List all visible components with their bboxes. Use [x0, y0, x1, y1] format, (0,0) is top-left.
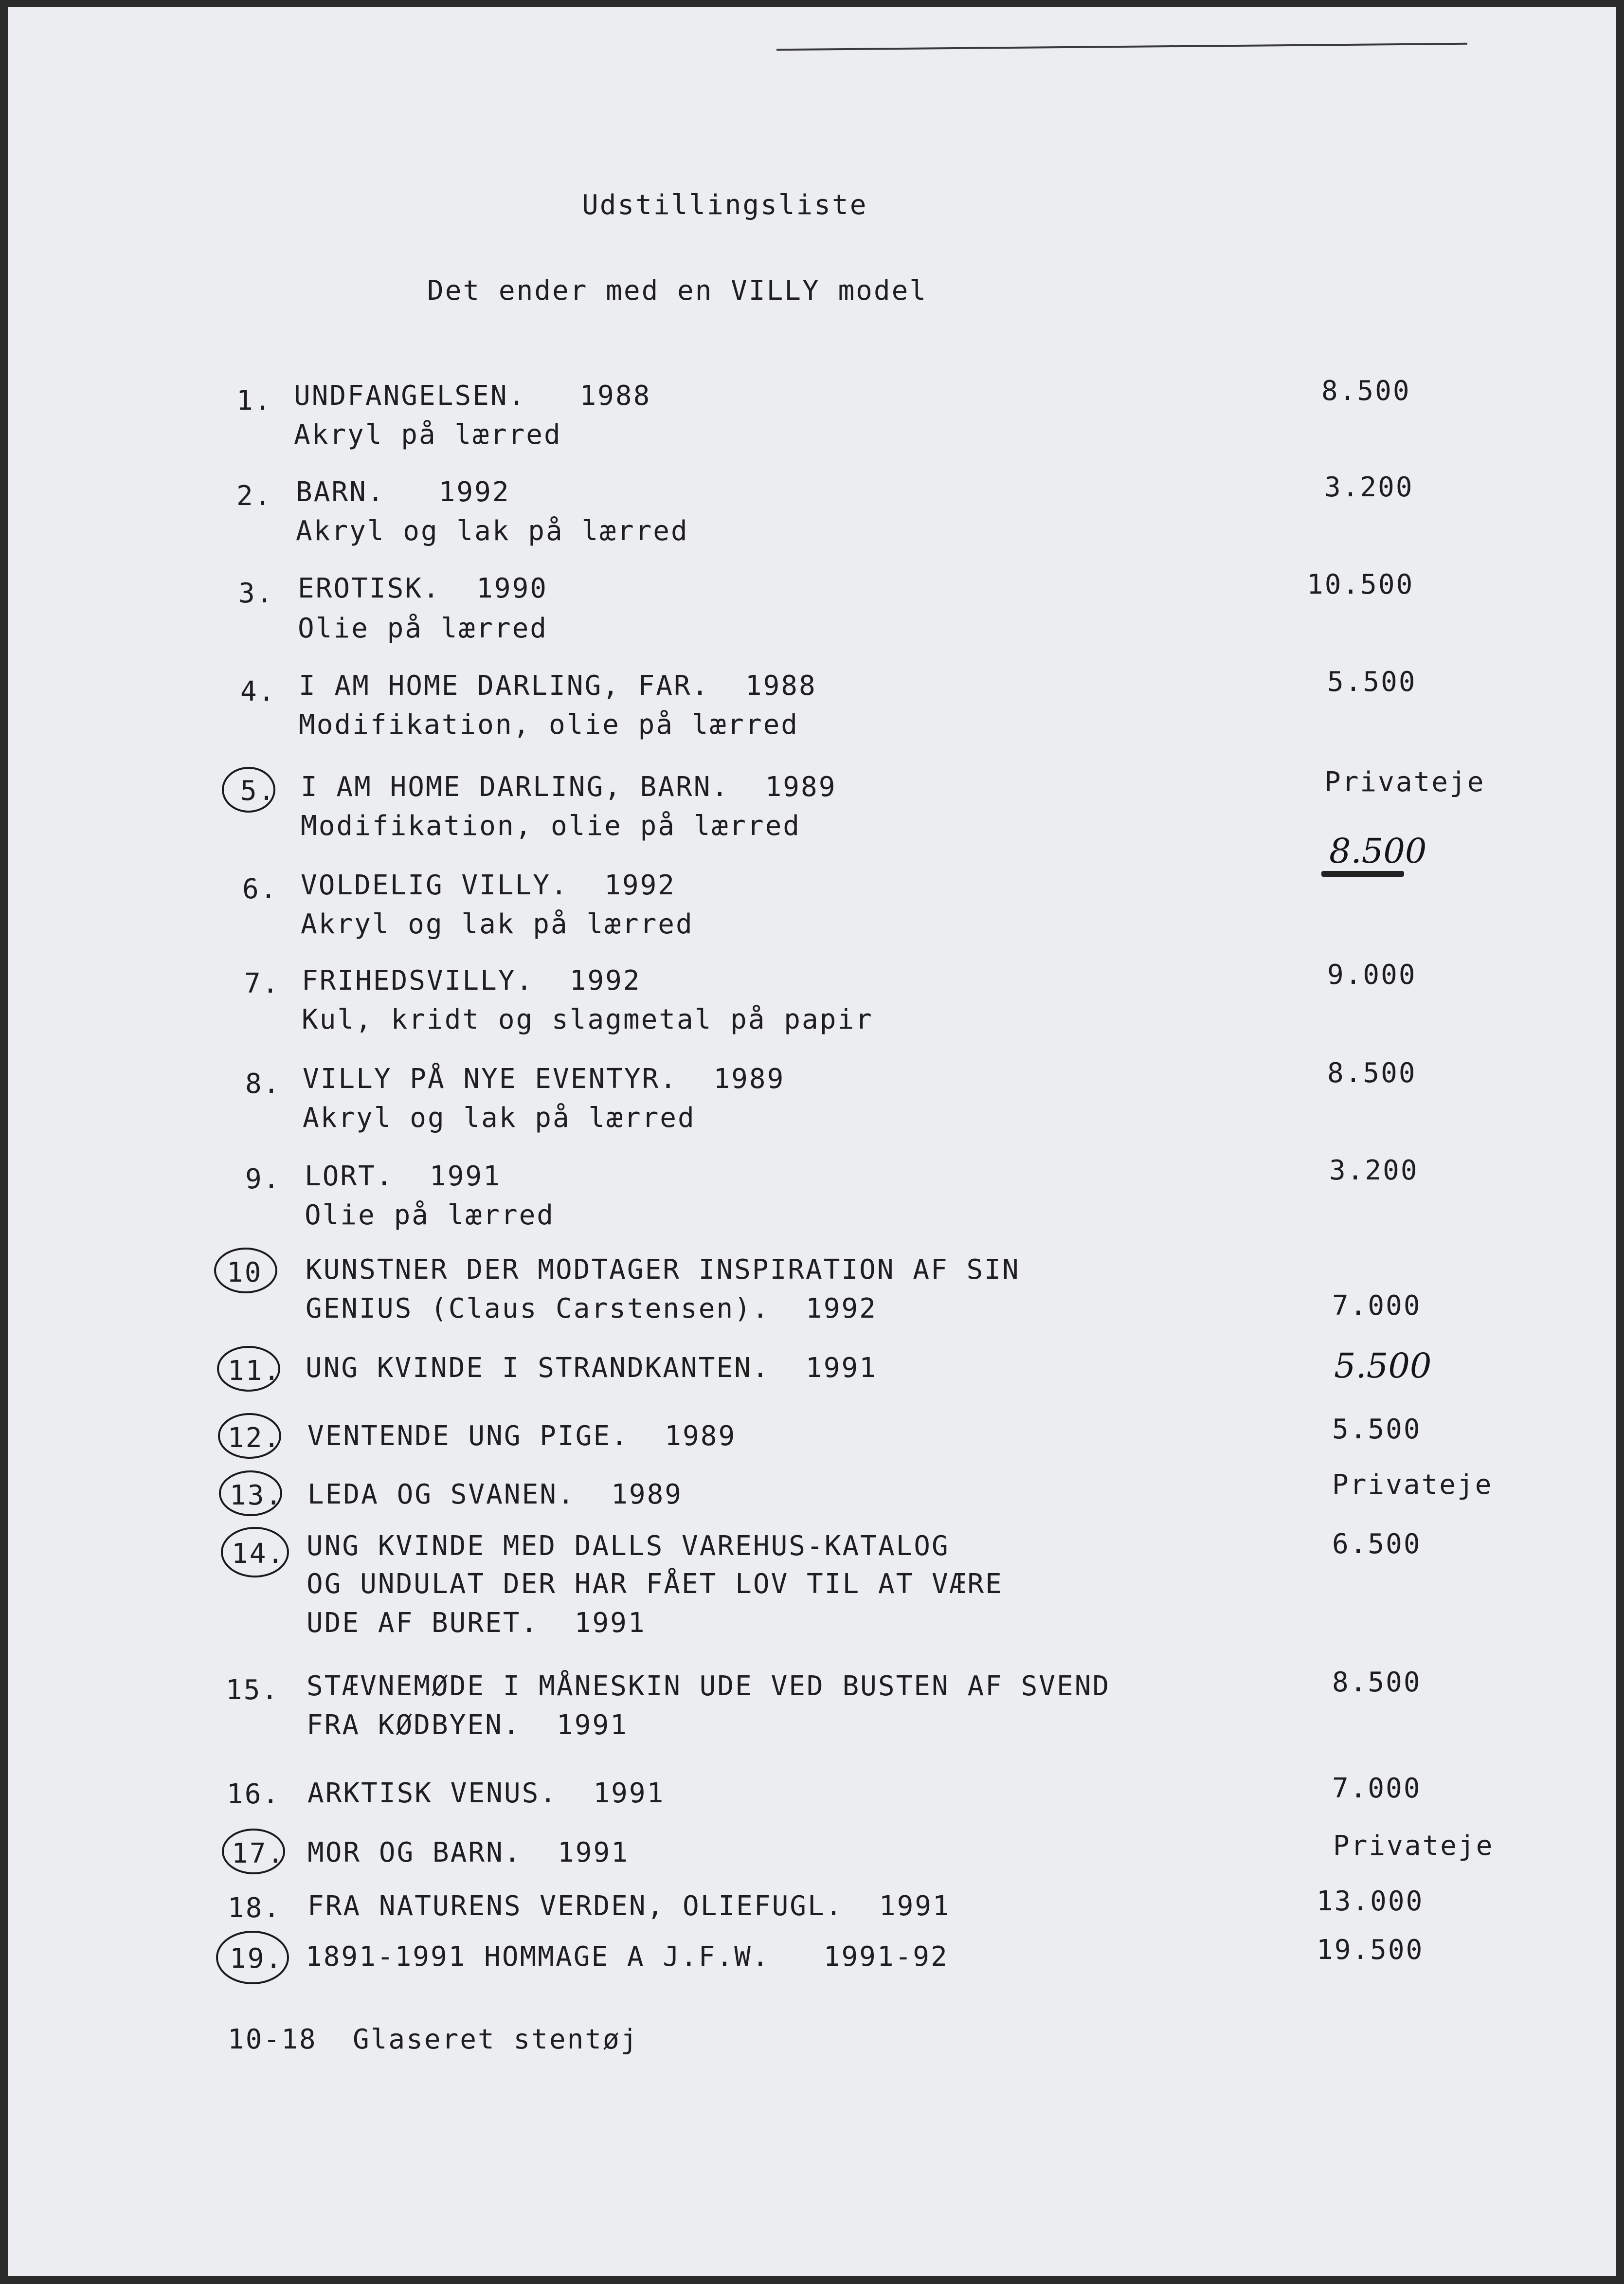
item-number: 4.: [240, 676, 276, 707]
item-title: EROTISK. 1990: [298, 573, 548, 604]
item-number: 8.: [245, 1068, 281, 1100]
item-number: 11.: [228, 1355, 282, 1387]
item-medium: Akryl og lak på lærred: [296, 515, 689, 547]
item-number: 17.: [232, 1838, 286, 1869]
item-medium: Akryl på lærred: [294, 419, 562, 451]
item-number: 6.: [242, 873, 278, 905]
item-price: 8.500: [1332, 1667, 1422, 1698]
item-number: 1.: [236, 385, 272, 417]
item-price: 7.000: [1332, 1773, 1422, 1804]
footer-note: 10-18 Glaseret stentøj: [228, 2024, 639, 2055]
item-price: 19.500: [1317, 1934, 1424, 1966]
handwritten-price: 8.500: [1329, 831, 1427, 871]
item-title: VOLDELIG VILLY. 1992: [301, 870, 676, 901]
item-title: LEDA OG SVANEN. 1989: [307, 1479, 683, 1510]
item-price: 3.200: [1329, 1155, 1419, 1186]
item-number: 15.: [226, 1674, 280, 1706]
item-price: 10.500: [1307, 569, 1414, 600]
item-title: BARN. 1992: [296, 476, 510, 508]
item-title-cont: UDE AF BURET. 1991: [307, 1607, 646, 1639]
item-number: 7.: [244, 968, 280, 999]
item-number: 5.: [240, 775, 276, 807]
item-title: LORT. 1991: [305, 1160, 501, 1192]
item-price: 5.500: [1327, 666, 1417, 698]
item-number: 18.: [228, 1892, 282, 1924]
item-price: 6.500: [1332, 1528, 1422, 1560]
item-number: 19.: [230, 1943, 284, 1975]
item-title: ARKTISK VENUS. 1991: [307, 1777, 665, 1809]
handwritten-price: 5.500: [1334, 1346, 1432, 1386]
top-rule: [776, 43, 1467, 51]
item-medium: Akryl og lak på lærred: [303, 1102, 696, 1134]
item-title-cont: OG UNDULAT DER HAR FÅET LOV TIL AT VÆRE: [307, 1568, 1003, 1600]
item-price: 8.500: [1327, 1057, 1417, 1089]
item-price: Privateje: [1333, 1830, 1494, 1862]
item-title: 1891-1991 HOMMAGE A J.F.W. 1991-92: [306, 1941, 949, 1973]
item-medium: Akryl og lak på lærred: [301, 908, 694, 940]
item-title-cont: GENIUS (Claus Carstensen). 1992: [306, 1293, 877, 1324]
item-price: 3.200: [1324, 471, 1414, 503]
item-title: FRIHEDSVILLY. 1992: [302, 965, 641, 997]
item-price: 13.000: [1317, 1885, 1424, 1917]
item-title: VILLY PÅ NYE EVENTYR. 1989: [303, 1063, 785, 1095]
item-title: KUNSTNER DER MODTAGER INSPIRATION AF SIN: [306, 1254, 1020, 1286]
page-title: Udstillingsliste: [582, 189, 868, 221]
item-title: FRA NATURENS VERDEN, OLIEFUGL. 1991: [307, 1890, 951, 1922]
item-price: 9.000: [1327, 959, 1417, 991]
item-price: 7.000: [1332, 1290, 1422, 1322]
item-medium: Olie på lærred: [298, 613, 548, 644]
page-subtitle: Det ender med en VILLY model: [427, 275, 928, 307]
item-medium: Olie på lærred: [305, 1199, 555, 1231]
item-price: Privateje: [1324, 766, 1485, 798]
scribble-strikeout: [1321, 871, 1404, 877]
item-number: 14.: [232, 1538, 286, 1570]
item-title: UNG KVINDE I STRANDKANTEN. 1991: [306, 1352, 877, 1384]
item-title-cont: FRA KØDBYEN. 1991: [307, 1709, 628, 1741]
item-medium: Kul, kridt og slagmetal på papir: [302, 1004, 873, 1035]
item-number: 2.: [236, 480, 272, 512]
item-medium: Modifikation, olie på lærred: [299, 709, 799, 741]
item-medium: Modifikation, olie på lærred: [301, 810, 801, 842]
item-title: I AM HOME DARLING, FAR. 1988: [299, 670, 817, 702]
item-number: 16.: [227, 1778, 281, 1810]
item-number: 13.: [230, 1480, 284, 1511]
item-number: 12.: [228, 1422, 282, 1454]
item-title: UNDFANGELSEN. 1988: [294, 380, 651, 412]
item-price: 5.500: [1332, 1414, 1422, 1445]
item-title: VENTENDE UNG PIGE. 1989: [307, 1420, 737, 1452]
item-number: 10: [227, 1257, 263, 1288]
item-title: STÆVNEMØDE I MÅNESKIN UDE VED BUSTEN AF SVEND: [307, 1670, 1111, 1702]
item-number: 3.: [238, 578, 274, 609]
item-price: 8.500: [1321, 375, 1411, 407]
item-title: MOR OG BARN. 1991: [307, 1837, 629, 1868]
item-number: 9.: [245, 1163, 281, 1195]
item-price: Privateje: [1332, 1469, 1493, 1501]
item-title: UNG KVINDE MED DALLS VAREHUS-KATALOG: [307, 1530, 950, 1562]
document-page: [8, 7, 1616, 2276]
item-title: I AM HOME DARLING, BARN. 1989: [301, 771, 837, 803]
